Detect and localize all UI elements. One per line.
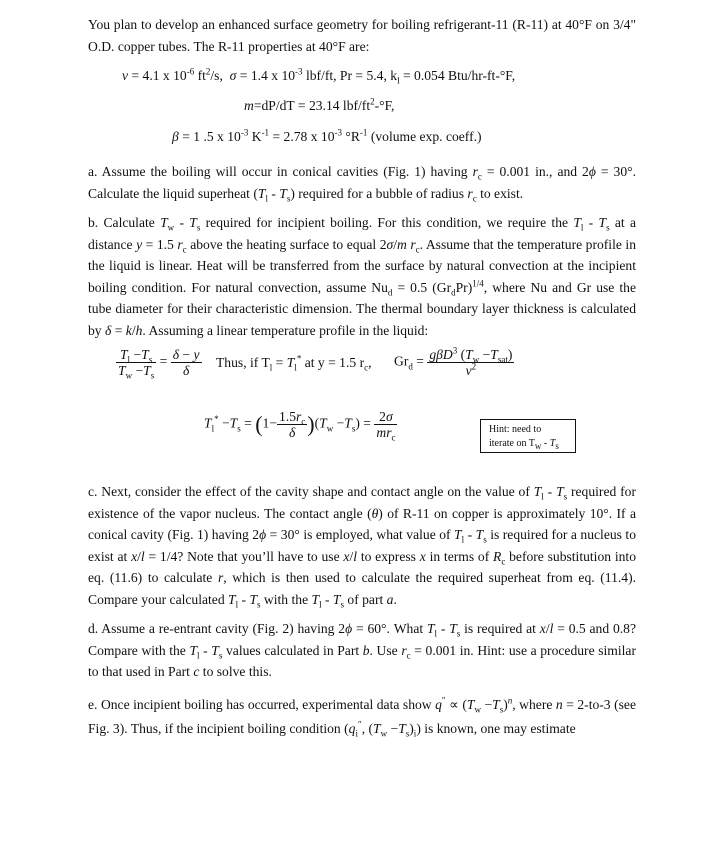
part-c-paragraph: c. Next, consider the effect of the cavity shape and contact angle on the value of $T_l - T_s$ required for existence of the vapor nucleus. The contact angle (θ) of R-11 on copper is approximately 10°. If a conical cavity (Fig. 1) having 2ϕ = 30° is employed, what value of $T_l - T_s$ is required for a nucleus to exist at x/l = 1/4? Note that you’ll have to use x/l to express x in terms of $R_c$ before substitution into eq. (11.6) to calculate r, which is then used to calculate the required superheat from eq. (11.4). Compare your calculated $T_l - T_s$ with the $T_l - T_s$ of part a. [88, 484, 637, 610]
part-d-paragraph: d. Assume a re-entrant cavity (Fig. 2) having 2ϕ = 60°. What $T_l - T_s$ is required at x/l = 0.5 and 0.8? Compare with the $T_l - T_s$ values calculated in Part b. Use $r_c = 0.001$ in. Hint: use a procedure similar to that used in Part c to solve this. [88, 621, 636, 679]
problem-page [88, 14, 636, 741]
part-b-paragraph: b. Calculate $T_w - T_s$ required for incipient boiling. For this condition, we require the $T_l - T_s$ at a distance y = 1.5 $r_c$ above the heating surface to equal 2σ/m $r_c$. Assume that the temperature profile in the liquid is linear. Heat will be transferred from the surface by natural convection at the incipient boiling condition. For natural convection, assume $Nu_d = 0.5$ $(Gr_dPr)^{1/4}$, where Nu and Gr use the tube diameter for their characteristic dimension. The thermal boundary layer thickness is calculated by δ = k/h. Assuming a linear temperature profile in the liquid: [88, 215, 637, 338]
superheat-equation-row [88, 409, 636, 455]
property-line-1: ν = 4.1 x $10^{-6}$ $ft^2/s$, σ = 1.4 x $10^{-3}$ lbf/ft, Pr = 5.4, $k_l = 0.054$ Btu/hr-ft-°F, [122, 66, 516, 86]
linear-profile-equations [88, 345, 636, 391]
thus-condition: Thus, if $T_l = T_l^*$ at y = 1.5 $r_c$, [216, 353, 372, 373]
part-a-paragraph: a. Assume the boiling will occur in conical cavities (Fig. 1) having $r_c = 0.001$ in., and 2ϕ = 30°. Calculate the liquid superheat $(T_l - T_s)$ required for a bubble of radius $r_c$ to exist. [88, 164, 636, 204]
hint-box: Hint: need to iterate on $T_w - T_s$ [480, 419, 576, 453]
profile-ratio-equation: $\frac{T_l -T_s}{T_w -T_s}$ = $\frac{\delta - y}{\delta}$ [118, 347, 200, 381]
grashof-equation: $Gr_d$ = $\frac{g\beta D^3 (T_w -T_{sat})}{\nu^2}$ [394, 345, 513, 378]
superheat-equation: $T_l^* -T_s = (1-$ $\frac{1.5r_c}{\delta}$ )$(T_w -T_s)$ = $\frac{2\sigma}{mr_c}$ [204, 409, 396, 443]
part-e-paragraph: e. Once incipient boiling has occurred, experimental data show $q'' \propto (T_w -T_s)^n$, where n = 2-to-3 (see Fig. 3). Thus, if the incipient boiling condition ($q_i''$, $(T_w -T_s)_i$) is known, one may estimate [88, 694, 636, 739]
property-line-2: m=dP/dT = 23.14 lbf/$ft^2-^\circ F$, [244, 96, 395, 113]
intro-paragraph: You plan to develop an enhanced surface geometry for boiling refrigerant-11 (R-11) at 40°F on 3/4" O.D. copper tubes. The R-11 properties at 40°F are: [88, 17, 636, 54]
property-line-3: β = 1 .5 x $10^{-3}$ $K^{-1} = 2.78$ x $10^{-3}$ $^\circ R^{-1}$ (volume exp. coeff.) [172, 127, 482, 144]
